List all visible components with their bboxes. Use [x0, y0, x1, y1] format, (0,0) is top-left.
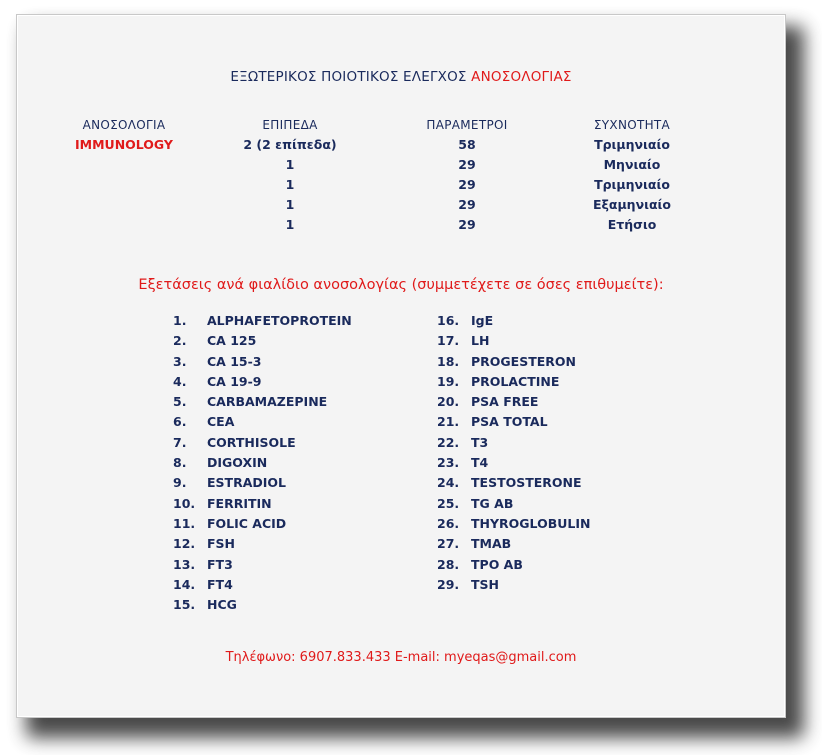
test-number: 8.: [173, 455, 187, 471]
test-item: [173, 595, 352, 615]
program-name-column: [59, 115, 189, 155]
test-name: FT3: [207, 556, 233, 572]
test-item: [173, 433, 352, 453]
test-name: IgE: [471, 313, 494, 328]
frequency-column: [557, 115, 707, 235]
test-name: FERRITIN: [207, 495, 272, 511]
tests-list-left: [173, 311, 352, 615]
test-name: PROLACTINE: [471, 373, 560, 389]
test-name: TMAB: [471, 536, 512, 552]
page-title: [17, 69, 785, 85]
levels-header: ΕΠΙΠΕΔΑ: [262, 118, 318, 132]
test-item: [173, 514, 352, 534]
params-column: [407, 115, 527, 235]
test-name: ALPHAFETOPROTEIN: [207, 313, 352, 328]
test-number: 21.: [437, 414, 460, 430]
test-number: 28.: [437, 556, 460, 572]
test-number: 2.: [173, 333, 187, 349]
test-name: TPO AB: [471, 556, 523, 572]
test-item: [173, 534, 352, 554]
test-item: [173, 555, 352, 575]
frequency-cell: Τριμηνιαίο: [594, 177, 670, 192]
test-item: [437, 494, 590, 514]
test-item: [173, 473, 352, 493]
test-name: CORTHISOLE: [207, 434, 296, 450]
test-item: [437, 392, 590, 412]
program-name: ΑΝΟΣΟΛΟΓΙΑ: [82, 118, 166, 132]
test-item: [437, 514, 590, 534]
test-name: PROGESTERON: [471, 353, 576, 369]
test-number: 13.: [173, 556, 196, 572]
test-number: 29.: [437, 576, 460, 592]
test-item: [173, 494, 352, 514]
tests-title: Εξετάσεις ανά φιαλίδιο ανοσολογίας (συμμετέχετε σε όσες επιθυμείτε):: [138, 277, 664, 293]
test-item: [437, 331, 590, 351]
program-name-en: IMMUNOLOGY: [75, 137, 173, 152]
test-number: 17.: [437, 333, 460, 349]
title-highlight: ΑΝΟΣΟΛΟΓΙΑΣ: [471, 69, 572, 85]
test-name: CA 15-3: [207, 353, 262, 369]
info-card: [16, 14, 786, 718]
test-item: [437, 534, 590, 554]
test-number: 14.: [173, 576, 196, 592]
test-number: 16.: [437, 313, 460, 328]
test-name: ESTRADIOL: [207, 475, 286, 491]
title-prefix: ΕΞΩΤΕΡΙΚΟΣ ΠΟΙΟΤΙΚΟΣ ΕΛΕΓΧΟΣ: [230, 69, 467, 85]
test-number: 5.: [173, 394, 187, 410]
test-number: 3.: [173, 353, 187, 369]
test-name: TG AB: [471, 495, 514, 511]
test-number: 26.: [437, 515, 460, 531]
test-name: PSA FREE: [471, 394, 539, 410]
test-number: 9.: [173, 475, 187, 491]
test-name: TSH: [471, 576, 499, 592]
test-number: 1.: [173, 313, 187, 328]
test-number: 12.: [173, 536, 196, 552]
test-name: FSH: [207, 536, 236, 552]
test-item: [437, 575, 590, 595]
test-name: CARBAMAZEPINE: [207, 394, 328, 410]
test-name: T3: [471, 434, 489, 450]
frequency-cell: Ετήσιο: [607, 217, 657, 232]
test-name: DIGOXIN: [207, 455, 268, 471]
params-cell: 29: [458, 177, 476, 192]
frequency-header: ΣΥΧΝΟΤΗΤΑ: [593, 118, 671, 132]
test-item: [173, 311, 352, 331]
test-number: 6.: [173, 414, 187, 430]
test-number: 10.: [173, 495, 196, 511]
levels-column: [215, 115, 365, 235]
test-name: LH: [471, 333, 490, 349]
test-number: 24.: [437, 475, 460, 491]
test-item: [437, 412, 590, 432]
test-number: 23.: [437, 455, 460, 471]
test-item: [173, 392, 352, 412]
test-item: [437, 352, 590, 372]
levels-cell: 1: [285, 197, 295, 212]
test-name: HCG: [207, 597, 237, 613]
frequency-cell: Μηνιαίο: [603, 157, 661, 172]
test-item: [437, 433, 590, 453]
test-item: [173, 575, 352, 595]
test-number: 18.: [437, 353, 460, 369]
params-cell: 29: [458, 157, 476, 172]
params-header: ΠΑΡΑΜΕΤΡΟΙ: [426, 118, 508, 132]
test-item: [173, 453, 352, 473]
test-name: CA 125: [207, 333, 257, 349]
test-item: [437, 453, 590, 473]
levels-cell: 1: [285, 177, 295, 192]
params-cell: 29: [458, 217, 476, 232]
test-item: [437, 372, 590, 392]
test-name: CA 19-9: [207, 373, 262, 389]
test-item: [437, 555, 590, 575]
test-name: TESTOSTERONE: [471, 475, 582, 491]
test-number: 7.: [173, 434, 187, 450]
test-name: T4: [471, 455, 489, 471]
test-number: 11.: [173, 515, 196, 531]
levels-cell: 1: [285, 157, 295, 172]
test-number: 15.: [173, 597, 196, 613]
tests-list-right: [437, 311, 590, 595]
test-item: [437, 311, 590, 331]
levels-cell: 1: [285, 217, 295, 232]
params-cell: 58: [458, 137, 476, 152]
test-number: 20.: [437, 394, 460, 410]
test-item: [173, 412, 352, 432]
test-name: FOLIC ACID: [207, 515, 287, 531]
test-number: 4.: [173, 373, 187, 389]
test-number: 19.: [437, 373, 460, 389]
test-item: [173, 331, 352, 351]
frequency-cell: Τριμηνιαίο: [594, 137, 670, 152]
test-name: THYROGLOBULIN: [471, 515, 591, 531]
test-name: PSA TOTAL: [471, 414, 548, 430]
test-number: 27.: [437, 536, 460, 552]
test-name: FT4: [207, 576, 233, 592]
frequency-cell: Εξαμηνιαίο: [592, 197, 672, 212]
test-item: [173, 372, 352, 392]
test-name: CEA: [207, 414, 235, 430]
levels-cell: 2 (2 επίπεδα): [243, 137, 337, 152]
params-cell: 29: [458, 197, 476, 212]
test-item: [437, 473, 590, 493]
test-number: 22.: [437, 434, 460, 450]
contact-info: Τηλέφωνο: 6907.833.433 E-mail: myeqas@gmail.com: [225, 650, 577, 665]
test-number: 25.: [437, 495, 460, 511]
test-item: [173, 352, 352, 372]
